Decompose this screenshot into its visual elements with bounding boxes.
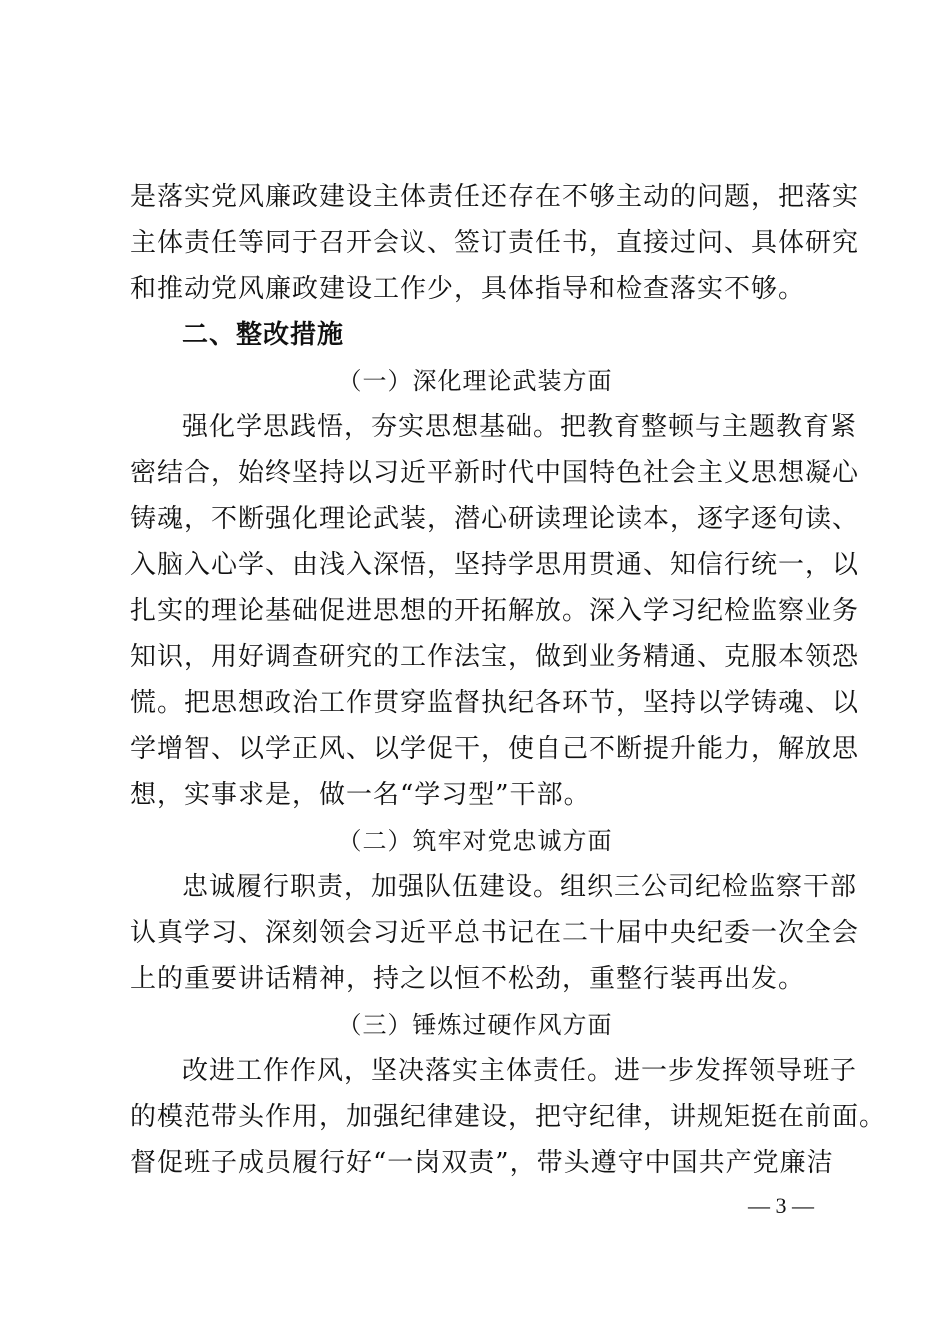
subsection-title: （三）锤炼过硬作风方面 — [337, 1011, 613, 1039]
paragraph-line: 想，实事求是，做一名“学习型”干部。 — [130, 780, 591, 810]
paragraph-line: 忠诚履行职责，加强队伍建设。组织三公司纪检监察干部 — [182, 872, 858, 902]
paragraph-line: 强化学思践悟，夯实思想基础。把教育整顿与主题教育紧 — [182, 412, 858, 442]
paragraph-line: 铸魂，不断强化理论武装，潜心研读理论读本，逐字逐句读、 — [130, 504, 860, 534]
paragraph-line: 上的重要讲话精神，持之以恒不松劲，重整行装再出发。 — [130, 964, 806, 994]
paragraph-line: 入脑入心学、由浅入深悟，坚持学思用贯通、知信行统一，以 — [130, 550, 860, 580]
subsection-title: （一）深化理论武装方面 — [337, 367, 613, 395]
section-heading: 二、整改措施 — [182, 320, 345, 350]
paragraph-line: 督促班子成员履行好“一岗双责”，带头遵守中国共产党廉洁 — [130, 1148, 834, 1178]
paragraph-line: 改进工作作风，坚决落实主体责任。进一步发挥领导班子 — [182, 1056, 858, 1086]
paragraph-line: 密结合，始终坚持以习近平新时代中国特色社会主义思想凝心 — [130, 458, 860, 488]
paragraph-line: 和推动党风廉政建设工作少，具体指导和检查落实不够。 — [130, 274, 806, 304]
paragraph-line: 扎实的理论基础促进思想的开拓解放。深入学习纪检监察业务 — [130, 596, 860, 626]
paragraph-line: 的模范带头作用，加强纪律建设，把守纪律，讲规矩挺在前面。 — [130, 1102, 887, 1132]
subsection-title: （二）筑牢对党忠诚方面 — [337, 827, 613, 855]
paragraph-line: 认真学习、深刻领会习近平总书记在二十届中央纪委一次全会 — [130, 918, 860, 948]
paragraph-line: 学增智、以学正风、以学促干，使自己不断提升能力，解放思 — [130, 734, 860, 764]
paragraph-line: 是落实党风廉政建设主体责任还存在不够主动的问题，把落实 — [130, 182, 860, 212]
paragraph-line: 慌。把思想政治工作贯穿监督执纪各环节，坚持以学铸魂、以 — [130, 688, 860, 718]
paragraph-line: 知识，用好调查研究的工作法宝，做到业务精通、克服本领恐 — [130, 642, 860, 672]
page-number: — 3 — — [748, 1193, 814, 1218]
paragraph-line: 主体责任等同于召开会议、签订责任书，直接过问、具体研究 — [130, 228, 860, 258]
